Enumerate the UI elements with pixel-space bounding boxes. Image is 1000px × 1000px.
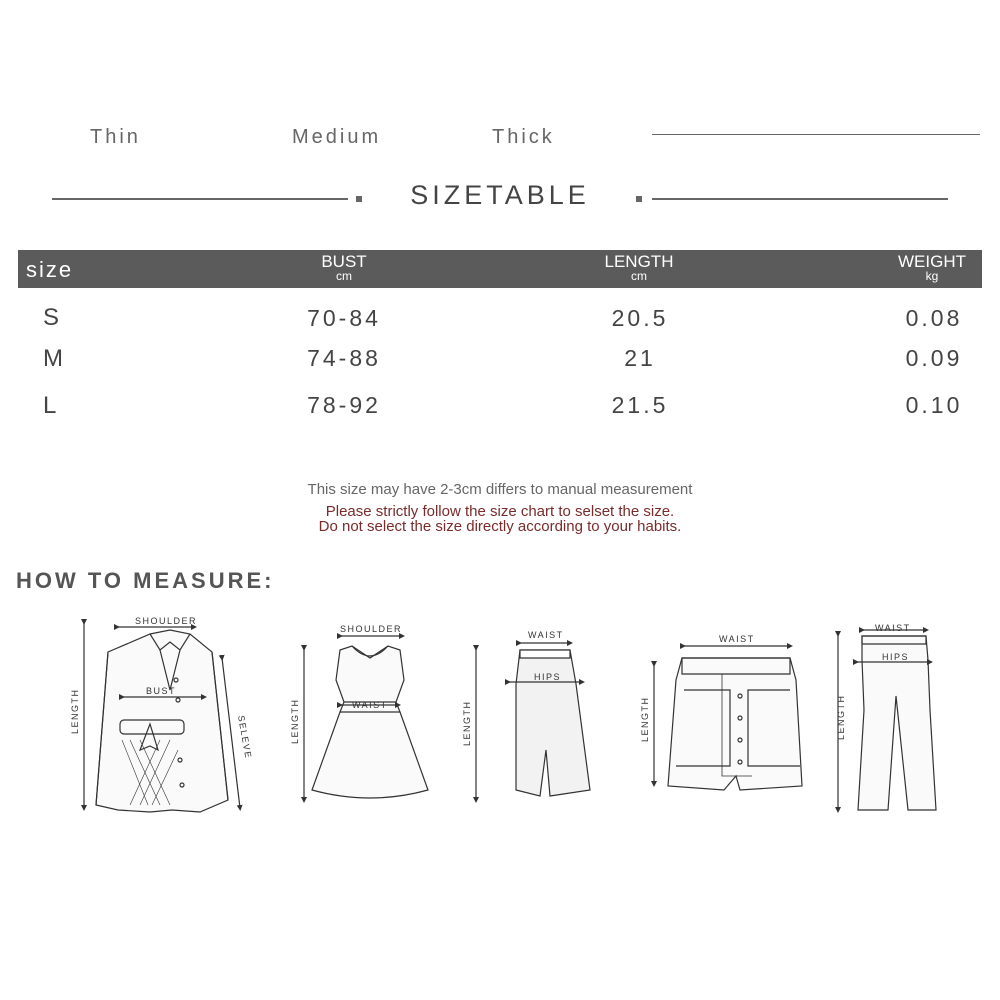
- top-strip-label-thick: Thick: [492, 126, 555, 148]
- row-size: L: [43, 392, 57, 419]
- row-length: 21: [624, 345, 656, 371]
- pants-length-label: LENGTH: [836, 694, 846, 740]
- warning-note-1: Please strictly follow the size chart to selset the size.: [325, 503, 675, 520]
- section-title: SIZETABLE: [410, 180, 590, 210]
- top-strip-label-thin: Thin: [90, 126, 141, 148]
- dress-diagram: [304, 636, 428, 800]
- skirt-waist-label: WAIST: [528, 630, 564, 640]
- dress-shoulder-label: SHOULDER: [340, 624, 403, 634]
- how-to-measure-title: HOW TO MEASURE:: [16, 568, 275, 593]
- row-bust: 74-88: [307, 345, 381, 371]
- row-weight: 0.08: [905, 305, 963, 331]
- top-strip-label-medium: Medium: [292, 126, 382, 148]
- title-left-line: [52, 198, 348, 200]
- header-bust: [284, 253, 404, 283]
- shorts-diagram: [654, 646, 802, 790]
- title-right-line: [652, 198, 948, 200]
- row-size: S: [43, 304, 60, 331]
- header-weight-label: WEIGHT: [898, 252, 966, 271]
- shorts-waist-label: WAIST: [719, 634, 755, 644]
- skirt-diagram: [476, 643, 590, 800]
- header-length: [579, 253, 699, 283]
- header-weight: [872, 253, 992, 283]
- row-weight: 0.09: [905, 345, 963, 371]
- row-bust: 78-92: [307, 392, 381, 418]
- row-length: 20.5: [611, 305, 669, 331]
- header-bust-label: BUST: [321, 252, 367, 271]
- skirt-hips-label: HIPS: [534, 672, 562, 682]
- skirt-length-label: LENGTH: [462, 700, 472, 746]
- jacket-sleeve-label: SELEVE: [236, 714, 254, 760]
- header-length-unit: cm: [631, 269, 647, 283]
- title-left-dot: [356, 196, 362, 202]
- header-length-label: LENGTH: [604, 252, 674, 271]
- pants-waist-label: WAIST: [875, 623, 911, 633]
- header-weight-unit: kg: [925, 269, 939, 283]
- dress-length-label: LENGTH: [290, 698, 300, 744]
- row-size: M: [43, 345, 63, 372]
- header-size: size: [26, 257, 74, 282]
- shorts-length-label: LENGTH: [640, 696, 650, 742]
- row-length: 21.5: [611, 392, 669, 418]
- measurement-note: This size may have 2-3cm differs to manual measurement: [307, 481, 693, 498]
- size-table-header: [18, 250, 982, 288]
- row-weight: 0.10: [905, 392, 963, 418]
- pants-hips-label: HIPS: [882, 652, 910, 662]
- warning-note-2: Do not select the size directly according to your habits.: [318, 518, 682, 535]
- row-bust: 70-84: [307, 305, 381, 331]
- jacket-shoulder-label: SHOULDER: [135, 616, 198, 626]
- header-bust-unit: cm: [336, 269, 352, 283]
- jacket-length-label: LENGTH: [70, 688, 80, 734]
- top-strip-divider: [652, 134, 980, 135]
- dress-waist-label: WAIST: [352, 700, 388, 710]
- jacket-bust-label: BUST: [146, 686, 177, 696]
- title-right-dot: [636, 196, 642, 202]
- jacket-diagram: [84, 622, 240, 812]
- measurement-diagrams: [0, 600, 1000, 830]
